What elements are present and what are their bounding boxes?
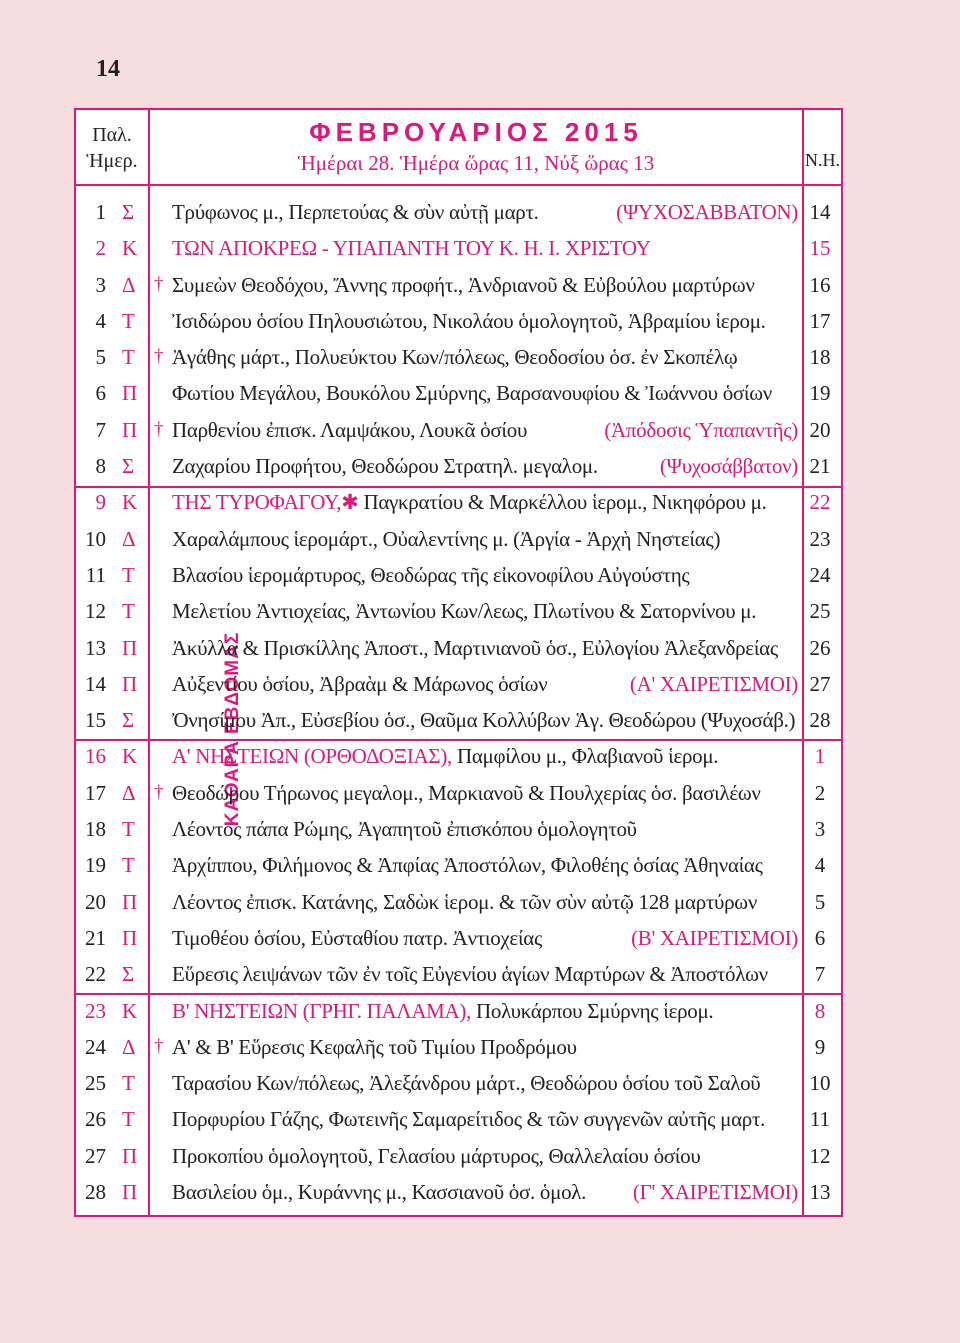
new-calendar-day: 5 xyxy=(814,889,826,914)
sunday-title: ΤΗΣ ΤΥΡΟΦΑΓΟΥ, xyxy=(172,490,342,515)
sunday-title: Α' ΝΗΣΤΕΙΩΝ (ΟΡΘΟΔΟΞΙΑΣ), xyxy=(172,744,452,769)
weekday-letter: Τ xyxy=(122,1107,135,1132)
new-calendar-day: 12 xyxy=(809,1143,831,1168)
weekday-letter: Σ xyxy=(122,454,135,479)
day-number: 11 xyxy=(85,562,106,587)
saints-text xyxy=(172,526,798,552)
weekday-letter: Δ xyxy=(122,780,136,805)
weekday-letter: Κ xyxy=(122,998,138,1023)
saints-text xyxy=(172,235,798,261)
saints-names: Μελετίου Ἀντιοχείας, Ἀντωνίου Κων/λεως, Πλωτίνου & Σατορνίνου μ. xyxy=(172,599,757,624)
saints-names: Ἀκύλλα & Πρισκίλλης Ἀποστ., Μαρτινιανοῦ ὁσ., Εὐλογίου Ἀλεξανδρείας xyxy=(172,635,778,660)
new-calendar-day: 8 xyxy=(814,998,826,1023)
saints-names: Τρύφωνος μ., Περπετούας & σὺν αὐτῇ μαρτ. xyxy=(172,200,539,224)
saints-names: Παμφίλου μ., Φλαβιανοῦ ἱερομ. xyxy=(452,744,719,769)
saints-text xyxy=(172,671,798,697)
saints-names: Α' & Β' Εὕρεσις Κεφαλῆς τοῦ Τιμίου Προδρόμου xyxy=(172,1034,577,1059)
calendar-row xyxy=(76,302,841,338)
saints-text xyxy=(172,1179,798,1205)
weekday-letter: Π xyxy=(122,1143,138,1168)
calendar-row xyxy=(76,193,841,229)
weekday-letter: Τ xyxy=(122,817,135,842)
calendar-row xyxy=(76,737,841,773)
weekday-letter: Δ xyxy=(122,272,136,297)
calendar-row xyxy=(76,701,841,737)
page-number: 14 xyxy=(96,56,120,82)
day-number: 26 xyxy=(85,1107,106,1132)
new-calendar-day: 18 xyxy=(809,345,831,370)
day-number: 13 xyxy=(85,635,106,660)
calendar-rows xyxy=(76,193,841,1209)
observance-note: (Γ' ΧΑΙΡΕΤΙΣΜΟΙ) xyxy=(632,1180,798,1205)
new-calendar-day: 16 xyxy=(809,272,831,297)
day-number: 19 xyxy=(85,853,106,878)
calendar-row xyxy=(76,520,841,556)
calendar-row xyxy=(76,229,841,265)
weekday-letter: Π xyxy=(122,381,138,406)
weekday-letter: Δ xyxy=(122,526,136,551)
saints-text xyxy=(172,816,798,842)
day-number: 6 xyxy=(95,381,106,406)
weekday-letter: Τ xyxy=(122,308,135,333)
month-header xyxy=(150,110,802,184)
day-number: 20 xyxy=(85,889,106,914)
day-number: 18 xyxy=(85,817,106,842)
saints-text xyxy=(172,489,798,515)
weekday-letter: Δ xyxy=(122,1034,136,1059)
feast-cross-icon: † xyxy=(154,346,164,368)
weekday-letter: Σ xyxy=(122,962,135,987)
new-calendar-day: 24 xyxy=(809,562,831,587)
weekday-letter: Π xyxy=(122,1180,138,1205)
saints-names: Χαραλάμπους ἱερομάρτ., Οὐαλεντίνης μ. (Ἀργία - Ἀρχὴ Νηστείας) xyxy=(172,526,721,551)
new-calendar-day: 17 xyxy=(809,308,831,333)
header-left-line1: Παλ. xyxy=(92,124,132,146)
day-number: 3 xyxy=(95,272,106,297)
day-number: 12 xyxy=(85,599,106,624)
new-calendar-day: 22 xyxy=(809,490,831,515)
saints-text xyxy=(172,272,798,298)
new-calendar-day: 21 xyxy=(809,454,831,479)
new-calendar-day: 26 xyxy=(809,635,831,660)
day-number: 14 xyxy=(85,671,106,696)
day-number: 28 xyxy=(85,1180,106,1205)
calendar-row xyxy=(76,955,841,991)
new-calendar-day: 19 xyxy=(809,381,831,406)
saints-names: Ἰσιδώρου ὁσίου Πηλουσιώτου, Νικολάου ὁμολογητοῦ, Ἀβραμίου ἱερομ. xyxy=(172,308,766,333)
saints-text xyxy=(172,417,798,443)
day-number: 4 xyxy=(95,308,106,333)
weekday-letter: Σ xyxy=(122,708,135,733)
weekday-letter: Π xyxy=(122,635,138,660)
saints-names: Πολυκάρπου Σμύρνης ἱερομ. xyxy=(471,998,714,1023)
saints-names: Λέοντος ἐπισκ. Κατάνης, Σαδὼκ ἱερομ. & τῶν σὺν αὐτῷ 128 μαρτύρων xyxy=(172,889,758,914)
feast-cross-icon: † xyxy=(154,1035,164,1057)
day-number: 25 xyxy=(85,1071,106,1096)
saints-names: Λέοντος πάπα Ρώμης, Ἀγαπητοῦ ἐπισκόπου ὁμολογητοῦ xyxy=(172,817,637,842)
new-calendar-day: 14 xyxy=(809,200,831,224)
saints-text xyxy=(172,635,798,661)
weekday-letter: Π xyxy=(122,925,138,950)
saints-names: Παγκρατίου & Μαρκέλλου ἱερομ., Νικηφόρου μ. xyxy=(358,490,767,515)
calendar-row xyxy=(76,411,841,447)
month-subtitle: Ἡμέραι 28. Ἡμέρα ὥρας 11, Νύξ ὥρας 13 xyxy=(297,151,655,175)
new-calendar-day: 11 xyxy=(809,1107,831,1132)
header-left-line2: Ἡμερ. xyxy=(86,150,138,172)
calendar-row xyxy=(76,629,841,665)
old-calendar-day-header xyxy=(76,110,150,184)
new-calendar-day: 27 xyxy=(809,671,831,696)
saints-text xyxy=(172,889,798,915)
saints-text xyxy=(172,344,798,370)
calendar-row xyxy=(76,883,841,919)
new-calendar-day: 25 xyxy=(809,599,831,624)
weekday-letter: Τ xyxy=(122,853,135,878)
saints-names: Ζαχαρίου Προφήτου, Θεοδώρου Στρατηλ. μεγαλομ. xyxy=(172,454,598,479)
calendar-row xyxy=(76,483,841,519)
calendar-row xyxy=(76,846,841,882)
saints-names: Παρθενίου ἐπισκ. Λαμψάκου, Λουκᾶ ὁσίου xyxy=(172,417,528,442)
observance-note: (ΨΥΧΟΣΑΒΒΑΤΟΝ) xyxy=(616,200,798,224)
calendar-row xyxy=(76,592,841,628)
saints-names: Φωτίου Μεγάλου, Βουκόλου Σμύρνης, Βαρσανουφίου & Ἰωάννου ὁσίων xyxy=(172,381,772,406)
calendar-table xyxy=(74,108,843,1217)
calendar-row xyxy=(76,665,841,701)
saints-names: Προκοπίου ὁμολογητοῦ, Γελασίου μάρτυρος, Θαλλελαίου ὁσίου xyxy=(172,1143,701,1168)
sunday-title: Β' ΝΗΣΤΕΙΩΝ (ΓΡΗΓ. ΠΑΛΑΜΑ), xyxy=(172,998,472,1023)
weekday-letter: Τ xyxy=(122,562,135,587)
day-number: 1 xyxy=(95,200,106,224)
day-number: 23 xyxy=(85,998,106,1023)
calendar-row xyxy=(76,810,841,846)
day-number: 17 xyxy=(85,780,106,805)
new-calendar-day: 4 xyxy=(814,853,826,878)
calendar-row xyxy=(76,919,841,955)
calendar-row xyxy=(76,992,841,1028)
new-calendar-day: 7 xyxy=(814,962,826,987)
day-number: 5 xyxy=(95,345,106,370)
weekday-letter: Π xyxy=(122,889,138,914)
table-header xyxy=(76,110,841,186)
day-number: 24 xyxy=(85,1034,106,1059)
saints-text xyxy=(172,562,798,588)
saints-text xyxy=(172,1106,798,1132)
new-calendar-day: 15 xyxy=(809,236,831,261)
calendar-row xyxy=(76,266,841,302)
observance-note: (Ψυχοσάββατον) xyxy=(659,454,798,479)
saints-names: Συμεὼν Θεοδόχου, Ἄννης προφήτ., Ἀνδριανοῦ & Εὐβούλου μαρτύρων xyxy=(172,272,755,297)
day-number: 27 xyxy=(85,1143,106,1168)
weekday-letter: Τ xyxy=(122,345,135,370)
saints-names: Ἀρχίππου, Φιλήμονος & Ἀπφίας Ἀποστόλων, Φιλοθέης ὁσίας Ἀθηναίας xyxy=(172,853,763,878)
clean-week-label: ΚΑΘΑΡΑ ΕΒΔΟΜΑΣ xyxy=(222,631,243,827)
saints-names: Τιμοθέου ὁσίου, Εὐσταθίου πατρ. Ἀντιοχείας xyxy=(172,925,543,950)
observance-note: (Β' ΧΑΙΡΕΤΙΣΜΟΙ) xyxy=(631,925,798,950)
saints-text xyxy=(172,998,798,1024)
new-calendar-day: 28 xyxy=(809,708,831,733)
day-number: 9 xyxy=(95,490,106,515)
new-calendar-header: Ν.Η. xyxy=(802,110,841,184)
observance-note: (Α' ΧΑΙΡΕΤΙΣΜΟΙ) xyxy=(629,671,798,696)
day-number: 10 xyxy=(85,526,106,551)
new-calendar-day: 2 xyxy=(814,780,826,805)
new-calendar-day: 1 xyxy=(814,744,826,769)
day-number: 8 xyxy=(95,454,106,479)
saints-names: Πορφυρίου Γάζης, Φωτεινῆς Σαμαρείτιδος & τῶν συγγενῶν αὐτῆς μαρτ. xyxy=(172,1107,766,1132)
new-calendar-day: 23 xyxy=(809,526,831,551)
day-number: 21 xyxy=(85,925,106,950)
saints-text xyxy=(172,1034,798,1060)
calendar-row xyxy=(76,1173,841,1209)
saints-text xyxy=(172,598,798,624)
saints-names: Βασιλείου ὁμ., Κυράννης μ., Κασσιανοῦ ὁσ. ὁμολ. xyxy=(172,1180,587,1205)
calendar-row xyxy=(76,447,841,483)
saints-text xyxy=(172,707,798,733)
calendar-row xyxy=(76,1100,841,1136)
feast-cross-icon: † xyxy=(154,781,164,803)
new-calendar-day: 9 xyxy=(814,1034,826,1059)
month-title: ΦΕΒΡΟΥΑΡΙΟΣ 2015 xyxy=(309,117,643,147)
saints-text xyxy=(172,380,798,406)
star-icon: ✱ xyxy=(341,490,359,515)
saints-names: Ἀγάθης μάρτ., Πολυεύκτου Κων/πόλεως, Θεοδοσίου ὁσ. ἐν Σκοπέλῳ xyxy=(172,345,738,370)
day-number: 22 xyxy=(85,962,106,987)
calendar-row xyxy=(76,1064,841,1100)
calendar-row xyxy=(76,338,841,374)
saints-text xyxy=(172,308,798,334)
weekday-letter: Π xyxy=(122,671,138,696)
saints-text xyxy=(172,925,798,951)
day-number: 7 xyxy=(95,417,106,442)
weekday-letter: Τ xyxy=(122,1071,135,1096)
feast-cross-icon: † xyxy=(154,418,164,440)
saints-text xyxy=(172,199,798,225)
saints-names: Ταρασίου Κων/πόλεως, Ἀλεξάνδρου μάρτ., Θεοδώρου ὁσίου τοῦ Σαλοῦ xyxy=(172,1071,761,1096)
feast-cross-icon: † xyxy=(154,273,164,295)
new-calendar-day: 13 xyxy=(809,1180,831,1205)
weekday-letter: Κ xyxy=(122,490,138,515)
weekday-letter: Κ xyxy=(122,236,138,261)
calendar-row xyxy=(76,1137,841,1173)
new-calendar-day: 20 xyxy=(809,417,831,442)
sunday-title: ΤΩΝ ΑΠΟΚΡΕΩ - ΥΠΑΠΑΝΤΗ ΤΟΥ Κ. Η. Ι. ΧΡΙΣΤΟΥ xyxy=(172,236,651,261)
saints-names: Ὀνησίμου Ἀπ., Εὐσεβίου ὁσ., Θαῦμα Κολλύβων Ἁγ. Θεοδώρου (Ψυχοσάβ.) xyxy=(172,708,796,733)
saints-names: Εὕρεσις λειψάνων τῶν ἐν τοῖς Εὐγενίου ἁγίων Μαρτύρων & Ἀποστόλων xyxy=(172,962,768,987)
day-number: 2 xyxy=(95,236,106,261)
saints-text xyxy=(172,453,798,479)
day-number: 16 xyxy=(85,744,106,769)
saints-text xyxy=(172,852,798,878)
saints-names: Θεοδώρου Τήρωνος μεγαλομ., Μαρκιανοῦ & Πουλχερίας ὁσ. βασιλέων xyxy=(172,780,761,805)
saints-text xyxy=(172,743,798,769)
saints-names: Βλασίου ἱερομάρτυρος, Θεοδώρας τῆς εἰκονοφίλου Αὐγούστης xyxy=(172,562,690,587)
calendar-row xyxy=(76,374,841,410)
calendar-row xyxy=(76,774,841,810)
observance-note: (Ἀπόδοσις Ὑπαπαντῆς) xyxy=(604,417,798,442)
weekday-letter: Κ xyxy=(122,744,138,769)
weekday-letter: Π xyxy=(122,417,138,442)
new-calendar-day: 10 xyxy=(809,1071,831,1096)
saints-text xyxy=(172,780,798,806)
weekday-letter: Σ xyxy=(122,200,135,224)
new-calendar-day: 3 xyxy=(814,817,826,842)
saints-text xyxy=(172,1143,798,1169)
saints-text xyxy=(172,961,798,987)
calendar-row xyxy=(76,556,841,592)
calendar-row xyxy=(76,1028,841,1064)
weekday-letter: Τ xyxy=(122,599,135,624)
new-calendar-day: 6 xyxy=(814,925,826,950)
saints-names: Αὐξεντίου ὁσίου, Ἀβραὰμ & Μάρωνος ὁσίων xyxy=(172,671,548,696)
day-number: 15 xyxy=(85,708,106,733)
saints-text xyxy=(172,1070,798,1096)
